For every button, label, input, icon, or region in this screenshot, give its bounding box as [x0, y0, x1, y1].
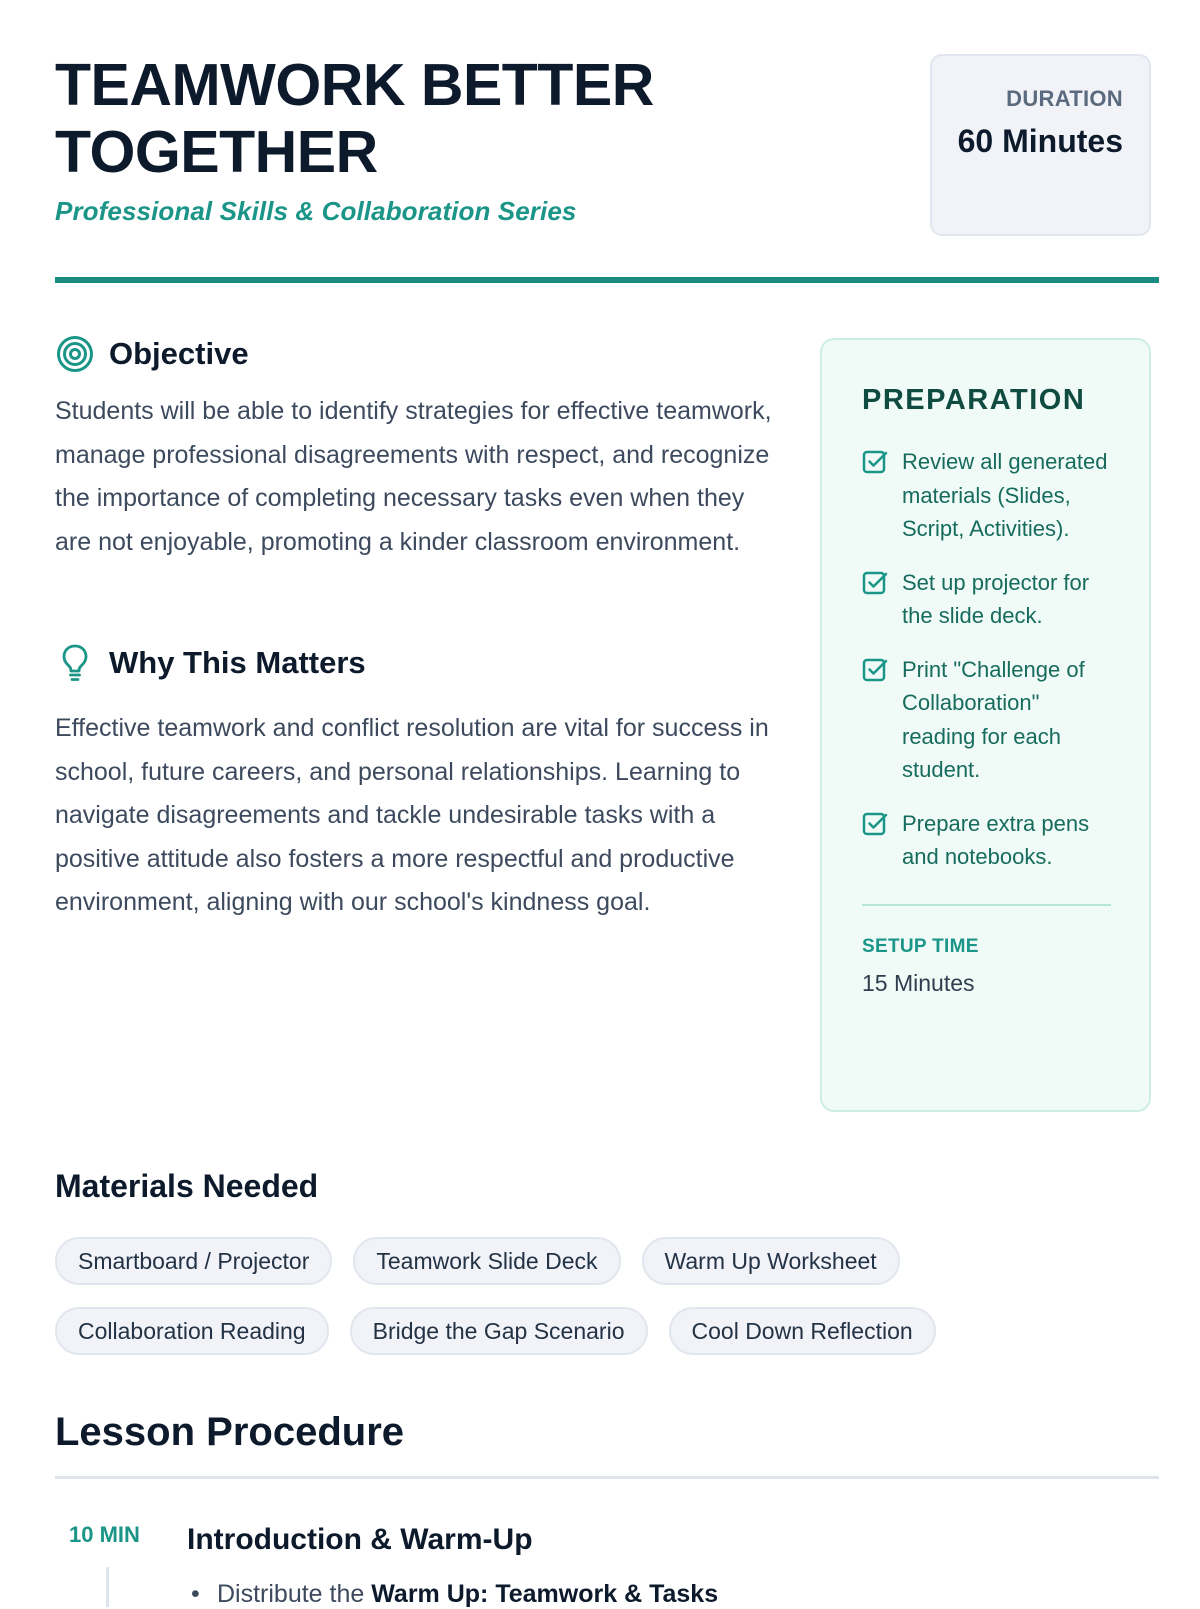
preparation-item [862, 566, 1111, 633]
why-heading: Why This Matters [109, 645, 366, 680]
materials-chip-row [55, 1307, 957, 1355]
step-bullet-text: Distribute the [217, 1580, 372, 1608]
preparation-item [862, 653, 1111, 787]
page-title: TEAMWORK BETTER TOGETHER [55, 52, 654, 185]
objective-text: Students will be able to identify strategies for effective teamwork, manage professional disagreements with respect, and recognize the importance of completing necessary tasks even when they are not enjoyable, promoting a kinder classroom environment. [55, 397, 772, 556]
preparation-item-text: Prepare extra pens and notebooks. [902, 810, 1090, 869]
timeline-line [106, 1567, 109, 1607]
procedure-divider [55, 1476, 1159, 1479]
procedure-heading: Lesson Procedure [55, 1410, 405, 1454]
material-chip: Cool Down Reflection [669, 1307, 936, 1355]
preparation-item [862, 445, 1111, 546]
duration-label: DURATION [1006, 86, 1123, 111]
step-bullet-bold: Warm Up: Teamwork & Tasks [371, 1580, 719, 1608]
setup-time-label: SETUP TIME [862, 935, 979, 957]
lesson-plan-page [55, 0, 1159, 1608]
preparation-item-text: Set up projector for the slide deck. [902, 569, 1090, 628]
material-chip: Smartboard / Projector [55, 1237, 332, 1285]
duration-card [930, 54, 1151, 236]
material-chip: Teamwork Slide Deck [353, 1237, 620, 1285]
checkbox-checked-icon [862, 811, 888, 837]
setup-time-value: 15 Minutes [862, 969, 975, 996]
target-icon [55, 334, 95, 374]
preparation-item [862, 807, 1111, 874]
checkbox-checked-icon [862, 449, 888, 475]
material-chip: Warm Up Worksheet [642, 1237, 900, 1285]
preparation-item-text: Review all generated materials (Slides, Script, Activities). [902, 449, 1108, 541]
checkbox-checked-icon [862, 570, 888, 596]
preparation-item-text: Print "Challenge of Collaboration" reading for each student. [902, 656, 1085, 782]
step-title: Introduction & Warm-Up [187, 1523, 533, 1556]
why-heading-row [55, 643, 366, 683]
header-divider [55, 277, 1159, 283]
objective-heading-row [55, 334, 249, 374]
step-bullet [217, 1580, 718, 1609]
step-time-badge: 10 MIN [69, 1522, 140, 1547]
objective-heading: Objective [109, 336, 249, 371]
materials-chip-row [55, 1237, 921, 1285]
material-chip: Bridge the Gap Scenario [350, 1307, 648, 1355]
checkbox-checked-icon [862, 657, 888, 683]
lightbulb-icon [55, 643, 95, 683]
why-text: Effective teamwork and conflict resolution are vital for success in school, future careers, and personal relationships. Learning to navigate disagreements and tackle undesirable tasks with a positive attitude also fosters a more respectful and productive environment, aligning with our school's kindness goal. [55, 714, 769, 916]
duration-value: 60 Minutes [957, 123, 1123, 159]
preparation-title: PREPARATION [862, 384, 1086, 416]
materials-heading: Materials Needed [55, 1168, 319, 1204]
material-chip: Collaboration Reading [55, 1307, 329, 1355]
preparation-card [820, 338, 1151, 1112]
preparation-divider [862, 904, 1111, 906]
page-subtitle: Professional Skills & Collaboration Series [55, 196, 577, 226]
